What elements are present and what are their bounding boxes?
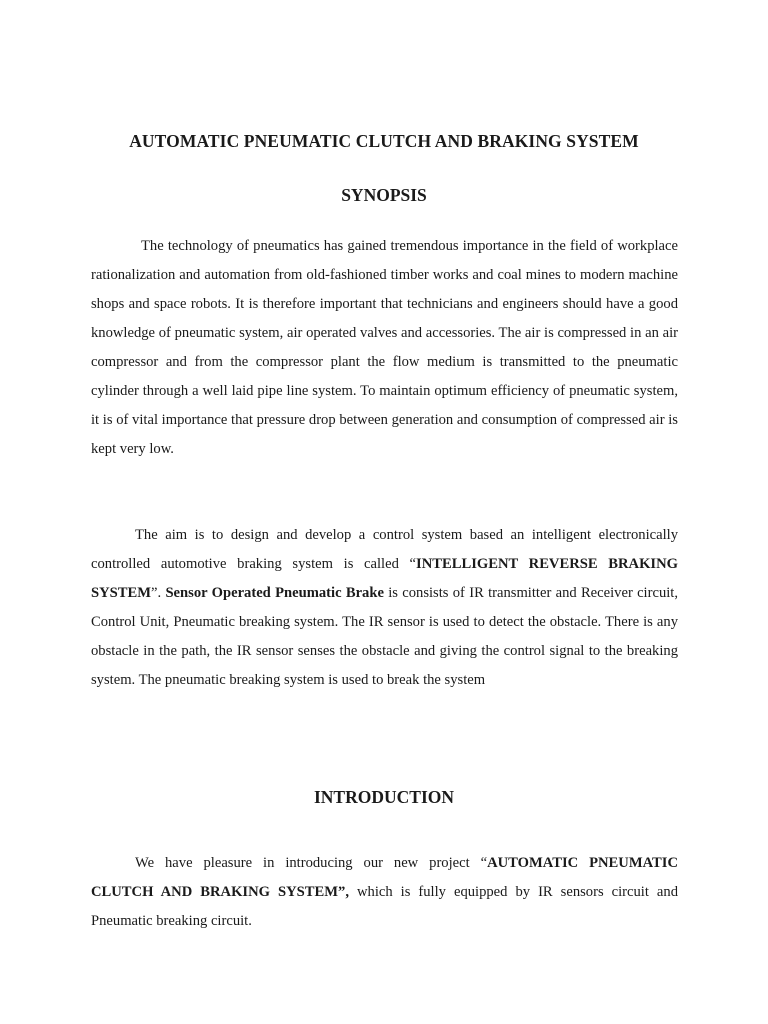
intro-p1-text-2: which is fully equipped by IR sensors circuit and Pneumatic breaking circuit. [91,884,678,929]
sensor-brake-bold: Sensor Operated Pneumatic Brake [165,585,384,601]
introduction-heading: INTRODUCTION [313,787,455,807]
synopsis-paragraph-2 [91,521,678,695]
document-title: AUTOMATIC PNEUMATIC CLUTCH AND BRAKING SYSTEM [129,131,639,151]
synopsis-p2-text-3: is consists of IR transmitter and Receiver circuit, Control Unit, Pneumatic breaking system. The IR sensor is used to detect the obstacle. There is any obstacle in the path, the IR sensor senses the obstacle and giving the control signal to the breaking system. The pneumatic breaking system is used to break the system [91,585,679,688]
intro-p1-text-1: We have pleasure in introducing our new project “ [135,855,488,871]
synopsis-p2-text-2: ”. [151,585,166,601]
synopsis-p2-text-1: The aim is to design and develop a control system based an intelligent electronically controlled automotive braking system is called “ [91,527,678,572]
project-name-bold: AUTOMATIC PNEUMATIC CLUTCH AND BRAKING SYSTEM”, [91,855,678,900]
introduction-paragraph-1 [91,849,678,936]
system-name-bold: INTELLIGENT REVERSE BRAKING SYSTEM [91,556,678,601]
synopsis-heading: SYNOPSIS [341,185,427,205]
synopsis-paragraph-1: The technology of pneumatics has gained tremendous importance in the field of workplace rationalization and automation from old-fashioned timber works and coal mines to modern machine shops and space robots. It is therefore important that technicians and engineers should have a good knowledge of pneumatic system, air operated valves and accessories. The air is compressed in an air compressor and from the compressor plant the flow medium is transmitted to the pneumatic cylinder through a well laid pipe line system. To maintain optimum efficiency of pneumatic system, it is of vital importance that pressure drop between generation and consumption of compressed air is kept very low. [91,238,678,457]
